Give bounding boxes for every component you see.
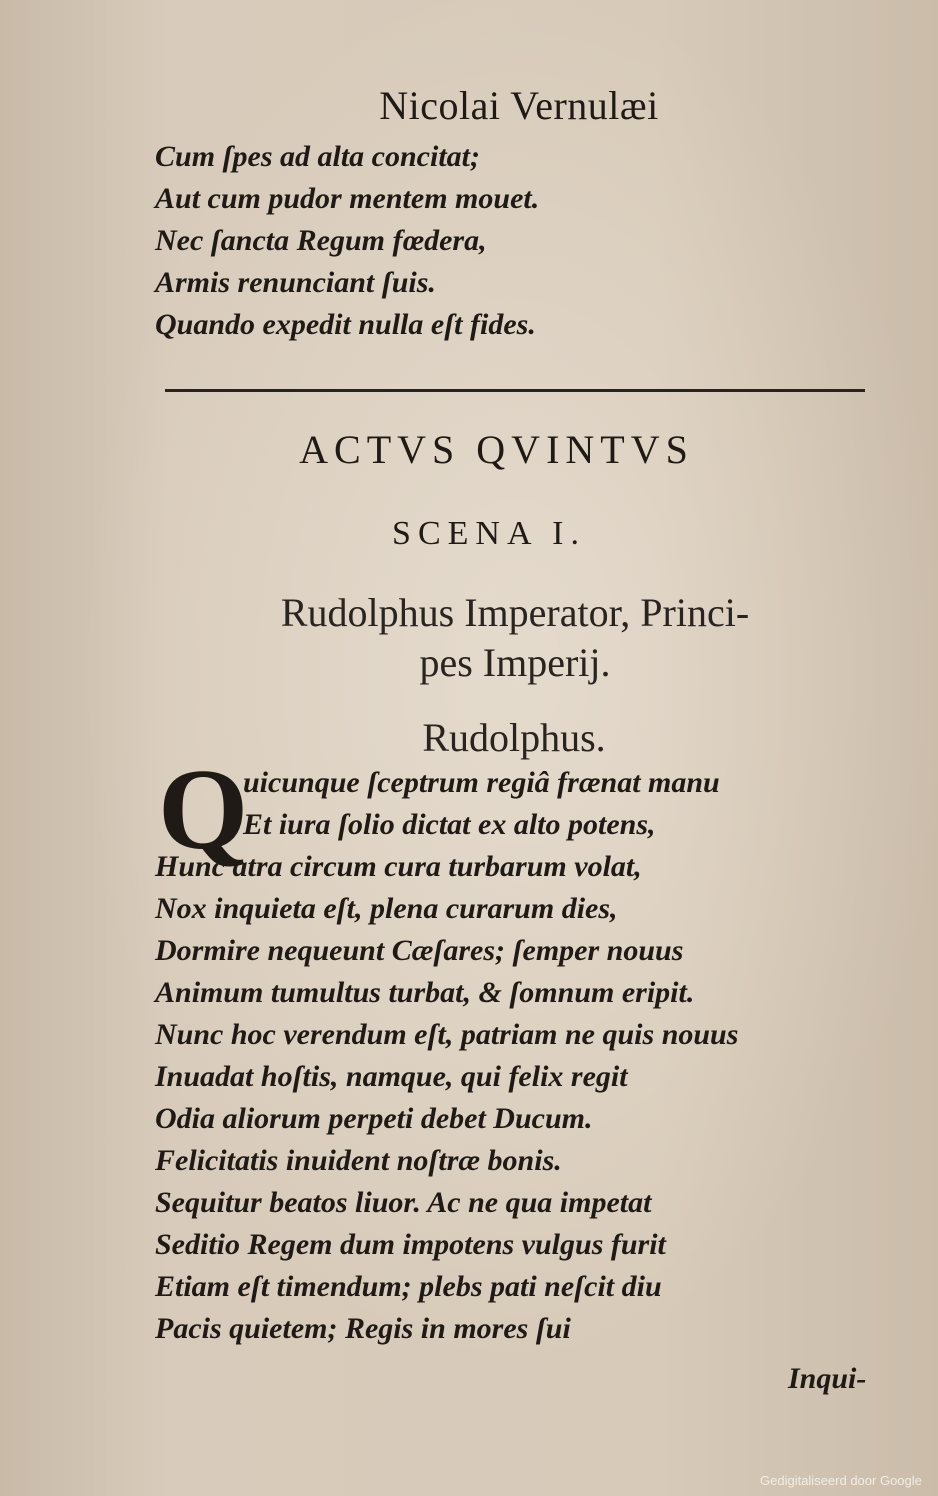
verse-line: Animum tumultus turbat, & ſomnum eripit. bbox=[155, 976, 695, 1009]
verse-line: Hunc atra circum cura turbarum volat, bbox=[155, 850, 642, 883]
dramatis-personae bbox=[215, 588, 815, 688]
verse-line: Etiam eſt timendum; plebs pati neſcit diu bbox=[155, 1270, 662, 1303]
verse-line: Dormire nequeunt Cæſares; ſemper nouus bbox=[155, 934, 684, 967]
verse-line: Nox inquieta eſt, plena curarum dies, bbox=[155, 892, 618, 925]
verse-line: Sequitur beatos liuor. Ac ne qua impetat bbox=[155, 1186, 652, 1219]
catchword: Inqui- bbox=[788, 1362, 867, 1395]
verse-line: Seditio Regem dum impotens vulgus furit bbox=[155, 1228, 666, 1261]
main-verse-first-lines bbox=[243, 762, 720, 846]
verse-line: Cum ſpes ad alta concitat; bbox=[155, 140, 480, 173]
act-title: ACTVS QVINTVS bbox=[299, 427, 694, 472]
persons-line-1: Rudolphus Imperator, Princi- bbox=[280, 590, 750, 635]
verse-line: uicunque ſceptrum regiâ frænat manu bbox=[243, 766, 720, 799]
scene-title: SCENA I. bbox=[392, 515, 586, 552]
drop-cap: Q bbox=[158, 746, 249, 874]
verse-line: Armis renunciant ſuis. bbox=[155, 266, 436, 299]
verse-line: Et iura ſolio dictat ex alto potens, bbox=[243, 808, 656, 841]
digitization-watermark: Gedigitaliseerd door Google bbox=[760, 1473, 922, 1488]
running-title: Nicolai Vernulæi bbox=[379, 83, 659, 128]
verse-line: Quando expedit nulla eſt fides. bbox=[155, 308, 536, 341]
verse-line: Pacis quietem; Regis in mores ſui bbox=[155, 1312, 571, 1345]
verse-line: Nec ſancta Regum fœdera, bbox=[155, 224, 487, 257]
horizontal-rule bbox=[165, 389, 865, 392]
verse-line: Aut cum pudor mentem mouet. bbox=[155, 182, 540, 215]
persons-line-2: pes Imperij. bbox=[419, 640, 611, 685]
verse-line: Felicitatis inuident noſtræ bonis. bbox=[155, 1144, 562, 1177]
speaker-name: Rudolphus. bbox=[422, 715, 606, 760]
main-verse-block bbox=[155, 846, 738, 1350]
verse-line: Odia aliorum perpeti debet Ducum. bbox=[155, 1102, 593, 1135]
verse-line: Inuadat hoſtis, namque, qui felix regit bbox=[155, 1060, 628, 1093]
top-verse-block bbox=[155, 136, 539, 346]
verse-line: Nunc hoc verendum eſt, patriam ne quis nouus bbox=[155, 1018, 739, 1051]
